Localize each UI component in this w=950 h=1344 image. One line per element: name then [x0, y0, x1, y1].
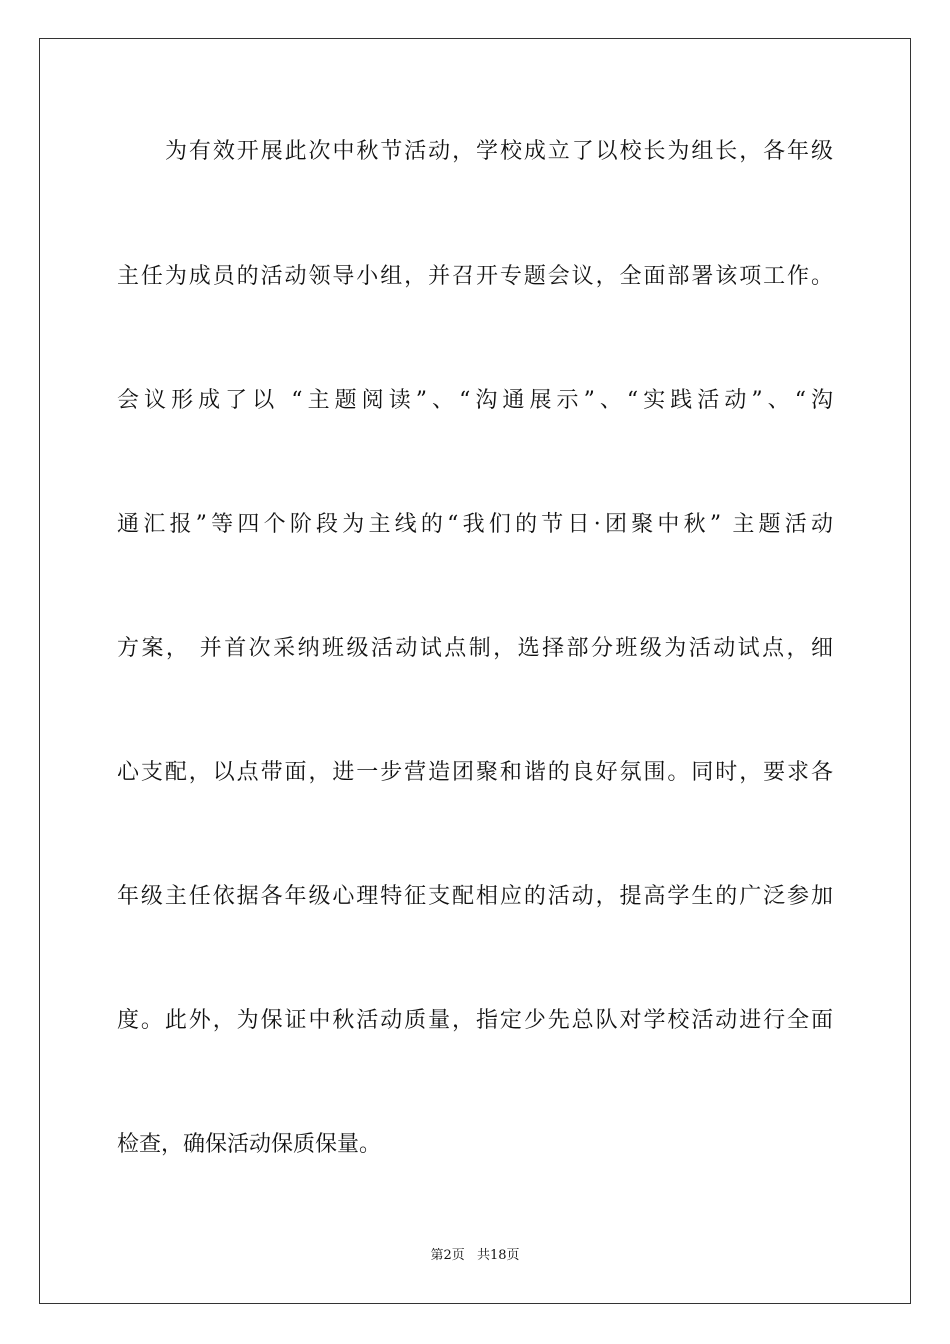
- page-number: 第2页: [430, 1248, 465, 1263]
- paragraph-line: 心支配，以点带面，进一步营造团聚和谐的良好氛围。同时，要求各: [117, 760, 833, 785]
- paragraph-line: 年级主任依据各年级心理特征支配相应的活动，提高学生的广泛参加: [117, 884, 833, 909]
- paragraph-line: 会议形成了以 “主题阅读”、“沟通展示”、“实践活动”、“沟: [117, 388, 833, 413]
- page-footer: [0, 1246, 950, 1266]
- page-border: [39, 38, 911, 1304]
- paragraph-line: 方案， 并首次采纳班级活动试点制，选择部分班级为活动试点，细: [117, 636, 833, 661]
- page-total: 共18页: [476, 1248, 520, 1263]
- paragraph-line: 为有效开展此次中秋节活动，学校成立了以校长为组长，各年级: [165, 139, 833, 164]
- paragraph-line: 度。此外，为保证中秋活动质量，指定少先总队对学校活动进行全面: [117, 1008, 833, 1033]
- paragraph-line: 主任为成员的活动领导小组，并召开专题会议，全面部署该项工作。: [117, 264, 833, 289]
- paragraph-line: 通汇报”等四个阶段为主线的“我们的节日·团聚中秋” 主题活动: [117, 512, 833, 537]
- paragraph-line: 检查，确保活动保质保量。: [117, 1132, 382, 1157]
